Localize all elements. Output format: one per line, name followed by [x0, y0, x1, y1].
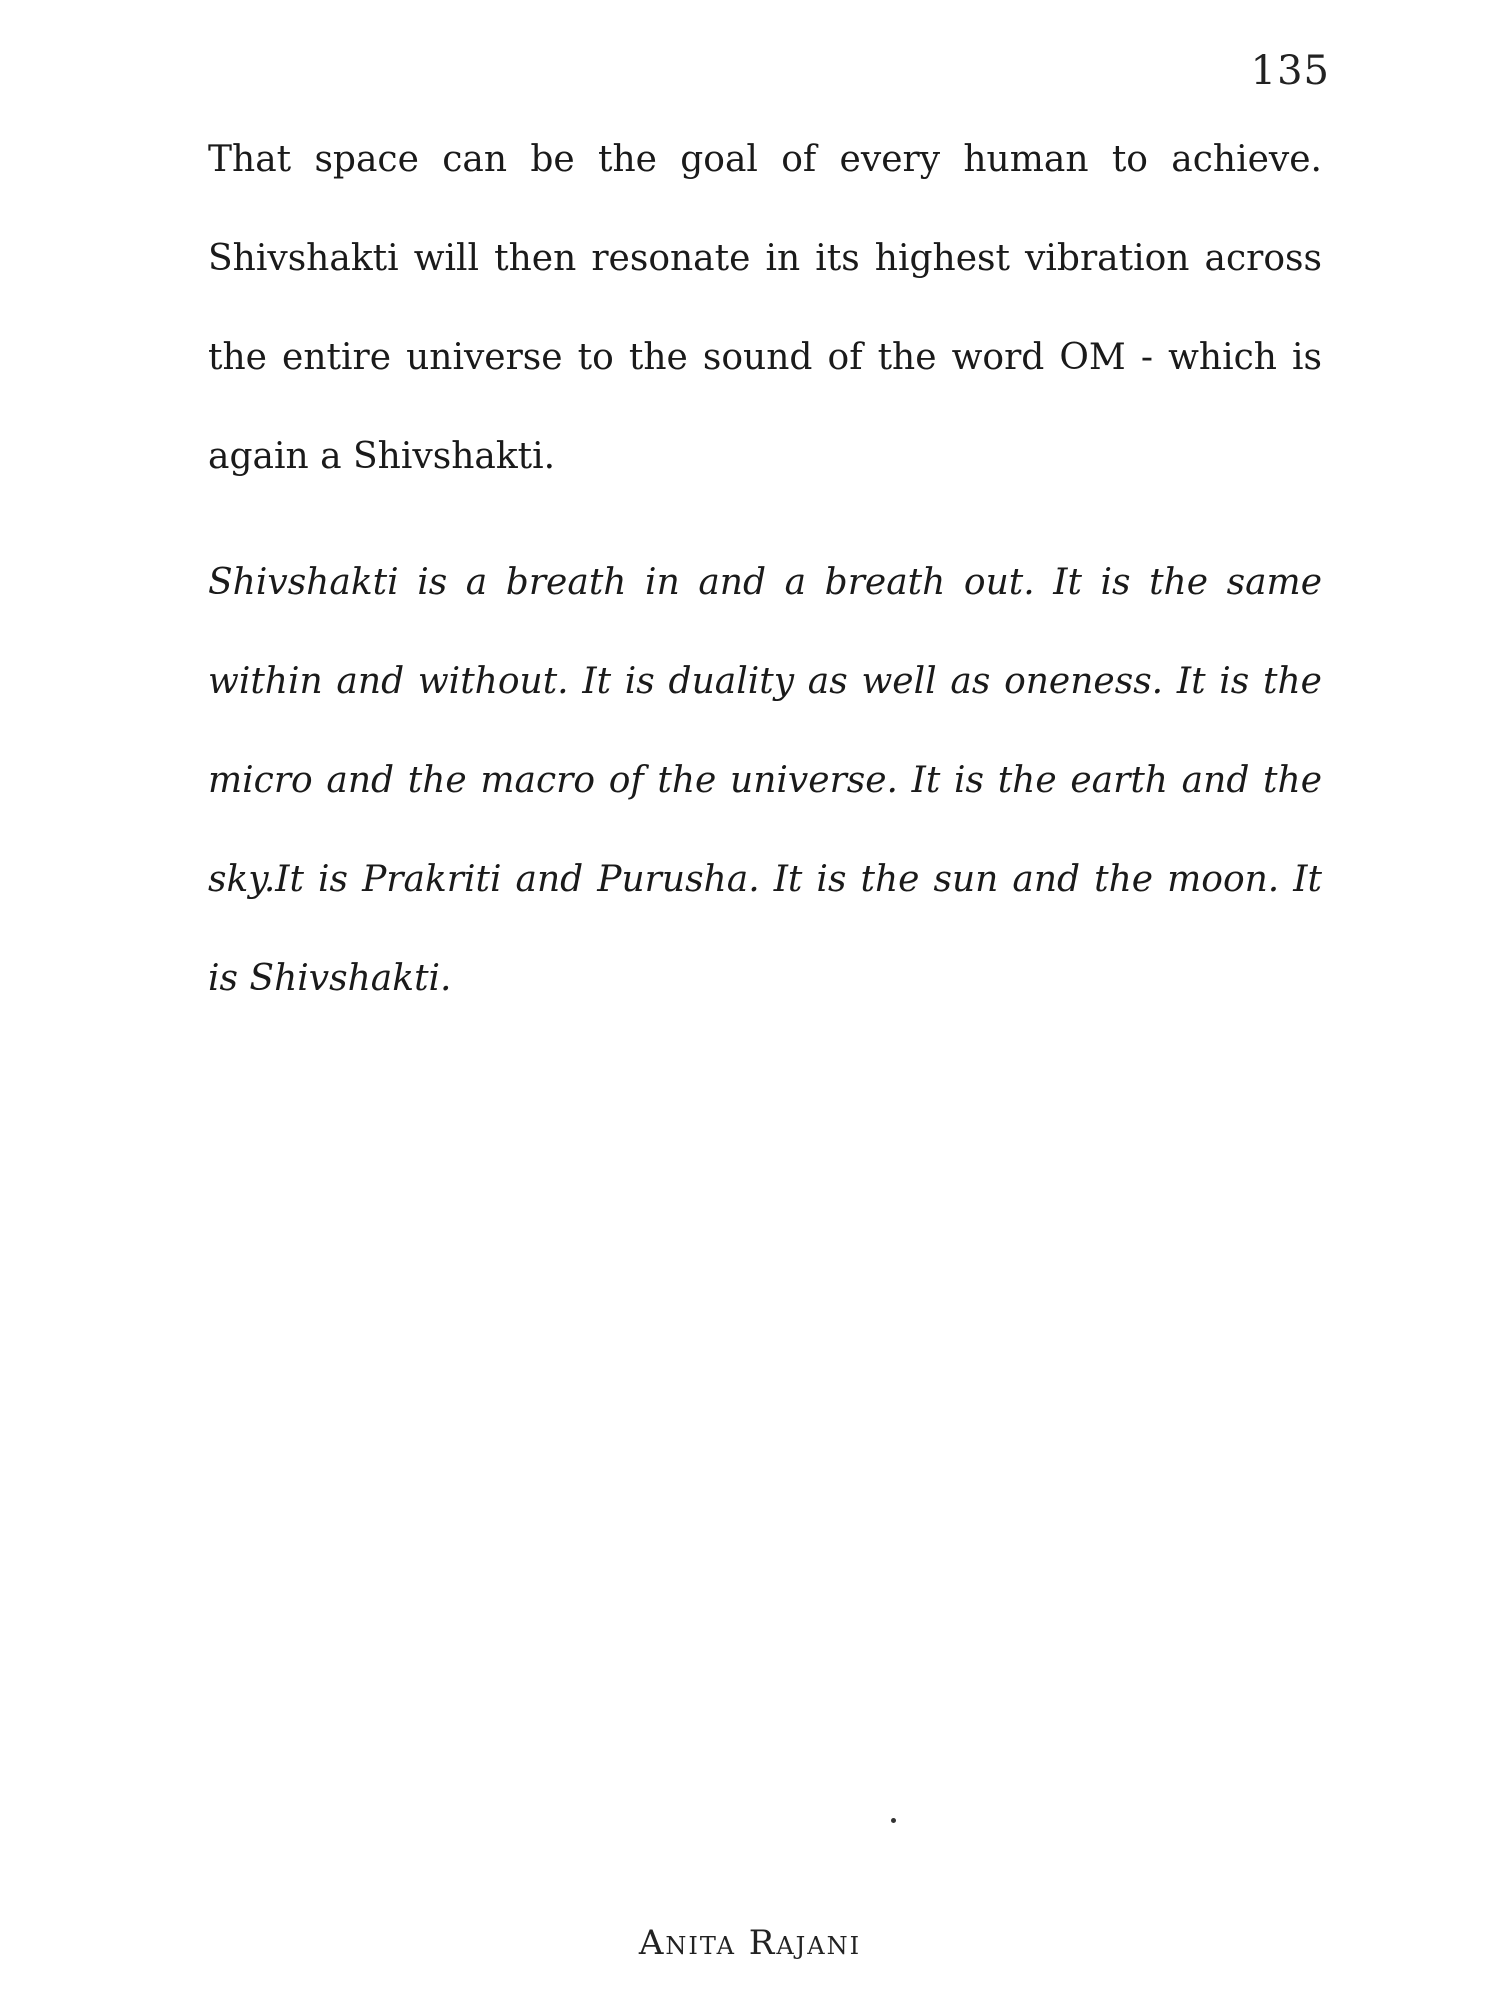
body-paragraph-1: That space can be the goal of every human to achieve. Shivshakti will then resonate in its highest vibration across the entire universe to the sound of the word OM - which is again a Shivshakti. — [208, 139, 1322, 477]
ink-speck — [891, 1818, 896, 1823]
page-number: 135 — [1250, 48, 1330, 94]
footer-author: Anita Rajani — [638, 1923, 862, 1963]
body-paragraph-2-italic: Shivshakti is a breath in and a breath out. It is the same within and without. It is duality as well as oneness. It is the micro and the macro of the universe. It is the earth and the sky.It is Prakriti and Purusha. It is the sun and the moon. It is Shivshakti. — [208, 562, 1322, 999]
